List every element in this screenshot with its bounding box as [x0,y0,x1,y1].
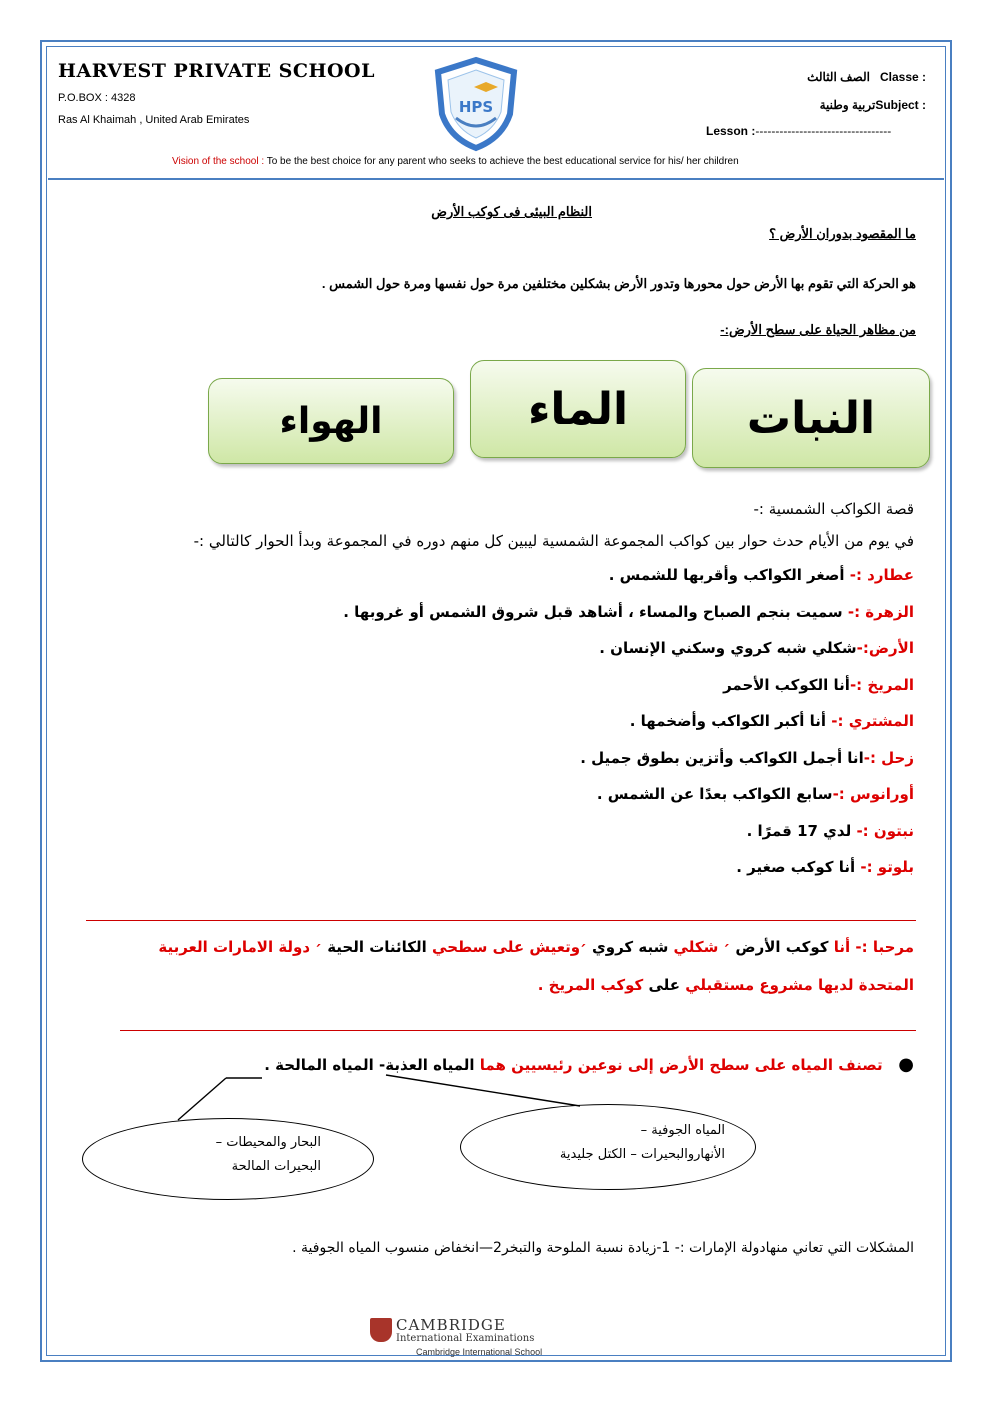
box-air: الهواء [208,378,454,464]
note-segment: على [643,976,681,994]
planet-text: أنا الكوكب الأحمر [723,675,850,694]
fresh-oval-line2: الأنهاروالبحيرات – الكتل جليدية [559,1147,725,1162]
classe-value: الصف الثالث [807,70,870,84]
uae-problems: المشكلات التي تعاني منهادولة الإمارات :- 1-زيادة نسبة الملوحة والتبخر2—انخفاض منسوب المياه الجوفية . [292,1240,914,1256]
story-intro: في يوم من الأيام حدث حوار بين كواكب المجموعة الشمسية ليبين كل منهم دوره في المجموعة وبدأ الحوار كالتالي :- [193,532,914,550]
fresh-water-label: المياه العذبة [385,1056,475,1074]
planet-name: نبتون :- [856,821,914,840]
planet-text: سميت بنجم الصباح والمساء ، أشاهد قبل شروق الشمس أو غروبها . [343,602,848,621]
planet-name: عطارد :- [849,566,914,584]
fresh-water-oval [460,1104,756,1190]
fresh-oval-line1: المياه الجوفية – [640,1123,725,1138]
cambridge-logo [370,1316,630,1356]
box-water: الماء [470,360,686,458]
cambridge-title: CAMBRIDGE [396,1316,506,1334]
note-segment: مرحبا :- أنا [828,938,914,956]
planet-text: أنا أكبر الكواكب وأضخمها . [629,712,832,730]
planet-text: انا أجمل الكواكب وأتزين بطوق جميل . [580,748,864,767]
bullet-icon: ● [898,1054,914,1075]
note-segment: الكائنات الحية [321,938,427,956]
planet-name: الزهرة :- [847,602,914,621]
answer: هو الحركة التي تقوم بها الأرض حول محورها وتدور الأرض بشكلين مختلفين مرة حول نفسها ومرة حول الشمس . [321,276,916,291]
planet-name: المريخ :- [849,675,914,694]
salt-water-label: المياه المالحة [275,1056,374,1074]
planet-text: شكلي شبه كروي وسكني الإنسان . [599,639,857,657]
salt-oval-line2: البحيرات المالحة [231,1159,321,1174]
box-plants: النبات [692,368,930,468]
note-segment: ׳وتعيش على سطحي [426,938,587,956]
lesson-dashes: ---------------------------------- [755,124,892,138]
po-box: P.O.BOX : 4328 [58,92,136,104]
planet-text: أصغر الكواكب وأقربها للشمس . [608,566,850,584]
planet-name: أورانوس :- [832,785,914,803]
subject-value: تربية وطنية [819,98,876,112]
planet-text: أنا كوكب صغير . [736,858,861,876]
planet-name: بلوتو :- [860,858,914,876]
cambridge-school: Cambridge International School [416,1347,543,1357]
note-segment: ׳ دولة الامارات العربية [158,938,322,956]
vision-text: To be the best choice for any parent who seeks to achieve the best educational service for his/ her children [264,156,739,167]
question: ما المقصود بدوران الأرض ؟ [769,226,916,241]
svg-text:HPS: HPS [458,98,494,116]
planet-name: زحل :- [863,748,914,767]
life-heading: من مظاهر الحياة على سطح الأرض:- [720,322,916,337]
school-location: Ras Al Khaimah , United Arab Emirates [58,114,250,126]
planet-name: المشتري :- [831,712,914,730]
note-segment: ׳ شكلي [668,938,731,956]
note-segment: كوكب الأرض [730,938,829,956]
planet-name: الأرض:- [856,639,914,657]
water-end: . [264,1056,276,1074]
classe-label: Classe : [879,70,926,84]
salt-oval-line1: البحار والمحيطات – [215,1135,321,1150]
salt-water-oval [82,1118,374,1200]
school-name: HARVEST PRIVATE SCHOOL [58,60,375,82]
water-bullet-text: تصنف المياه على سطح الأرض إلى نوعين رئيسيين هما [474,1056,883,1074]
cie-subtitle: International Examinations [396,1333,535,1344]
note-segment: شبه كروي [586,938,669,956]
planet-text: لدي 17 قمرًا . [746,821,857,840]
vision-label: Vision of the school : [172,156,265,167]
lesson-title: النظام البيئى فى كوكب الأرض [431,204,592,219]
crest-icon [370,1318,392,1342]
water-sep: - [373,1056,386,1074]
planet-text: سابع الكواكب بعدًا عن الشمس . [596,785,833,803]
story-heading: قصة الكواكب الشمسية :- [753,500,914,518]
note-segment: كوكب المريخ . [537,976,644,994]
subject-label: Subject : [875,98,926,112]
note-segment: المتحدة لديها مشروع مستقبلي [680,976,914,994]
lesson-label: Lesson : [706,124,756,138]
